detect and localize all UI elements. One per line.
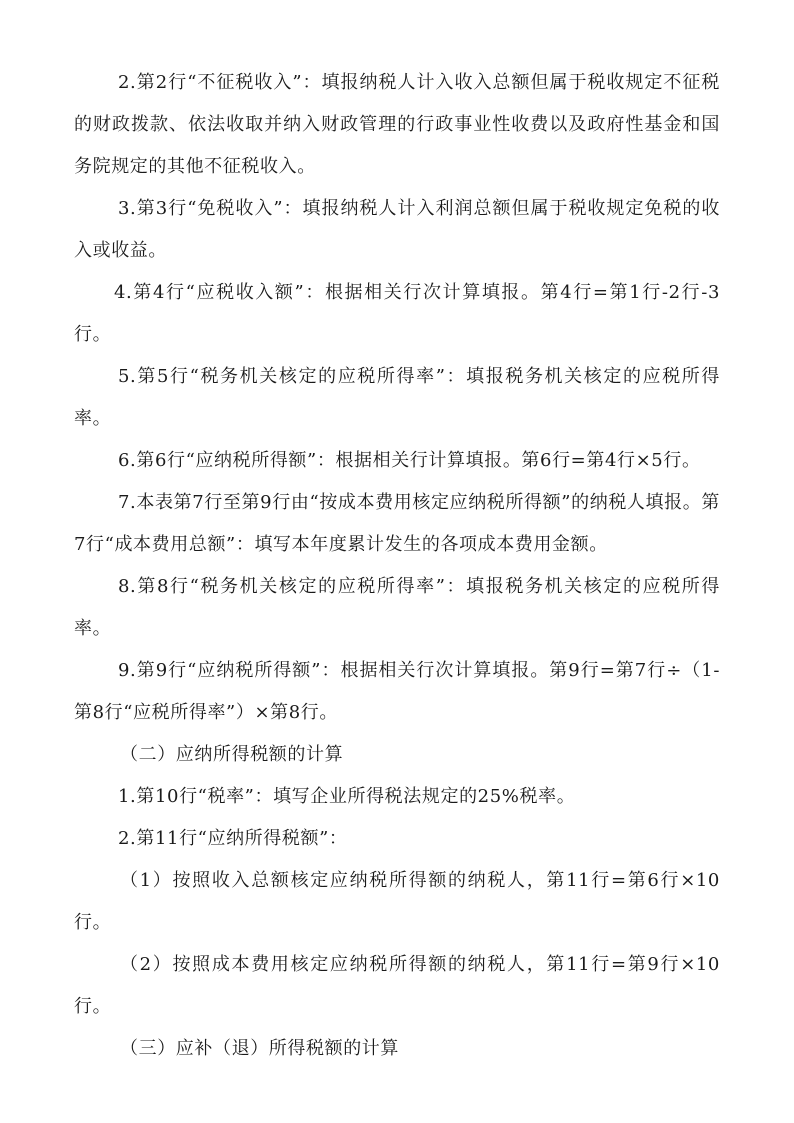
- paragraph-row11-case1: （1）按照收入总额核定应纳税所得额的纳税人，第11行=第6行×10行。: [74, 870, 720, 933]
- paragraph-row5-taxable-income-rate: 5.第5行“税务机关核定的应税所得率”：填报税务机关核定的应税所得率。: [74, 366, 720, 429]
- section-heading-supplement-refund: （三）应补（退）所得税额的计算: [120, 1038, 399, 1059]
- document-page: [74, 62, 720, 1070]
- paragraph-row2-non-taxable-income: 2.第2行“不征税收入”：填报纳税人计入收入总额但属于税收规定不征税的财政拨款、依法收取并纳入财政管理的行政事业性收费以及政府性基金和国务院规定的其他不征税收入。: [74, 72, 720, 177]
- section-heading-tax-payable: （二）应纳所得税额的计算: [120, 744, 344, 765]
- paragraph-row11-tax-payable: 2.第11行“应纳所得税额”：: [118, 828, 348, 849]
- paragraph-row6-taxable-amount: 6.第6行“应纳税所得额”：根据相关行计算填报。第6行=第4行×5行。: [118, 450, 701, 471]
- paragraph-row4-taxable-income: 4.第4行“应税收入额”：根据相关行次计算填报。第4行=第1行-2行-3行。: [74, 282, 720, 345]
- paragraph-row9-taxable-amount: 9.第9行“应纳税所得额”：根据相关行次计算填报。第9行=第7行÷（1-第8行“应税所得率”）×第8行。: [74, 660, 720, 723]
- paragraph-row7-cost-total: 7.本表第7行至第9行由“按成本费用核定应纳税所得额”的纳税人填报。第7行“成本费用总额”：填写本年度累计发生的各项成本费用金额。: [74, 492, 720, 555]
- paragraph-row10-tax-rate: 1.第10行“税率”：填写企业所得税法规定的25%税率。: [118, 786, 576, 807]
- paragraph-row8-taxable-income-rate: 8.第8行“税务机关核定的应税所得率”：填报税务机关核定的应税所得率。: [74, 576, 720, 639]
- paragraph-row11-case2: （2）按照成本费用核定应纳税所得额的纳税人，第11行=第9行×10行。: [74, 954, 720, 1017]
- paragraph-row3-tax-exempt-income: 3.第3行“免税收入”：填报纳税人计入利润总额但属于税收规定免税的收入或收益。: [74, 198, 720, 261]
